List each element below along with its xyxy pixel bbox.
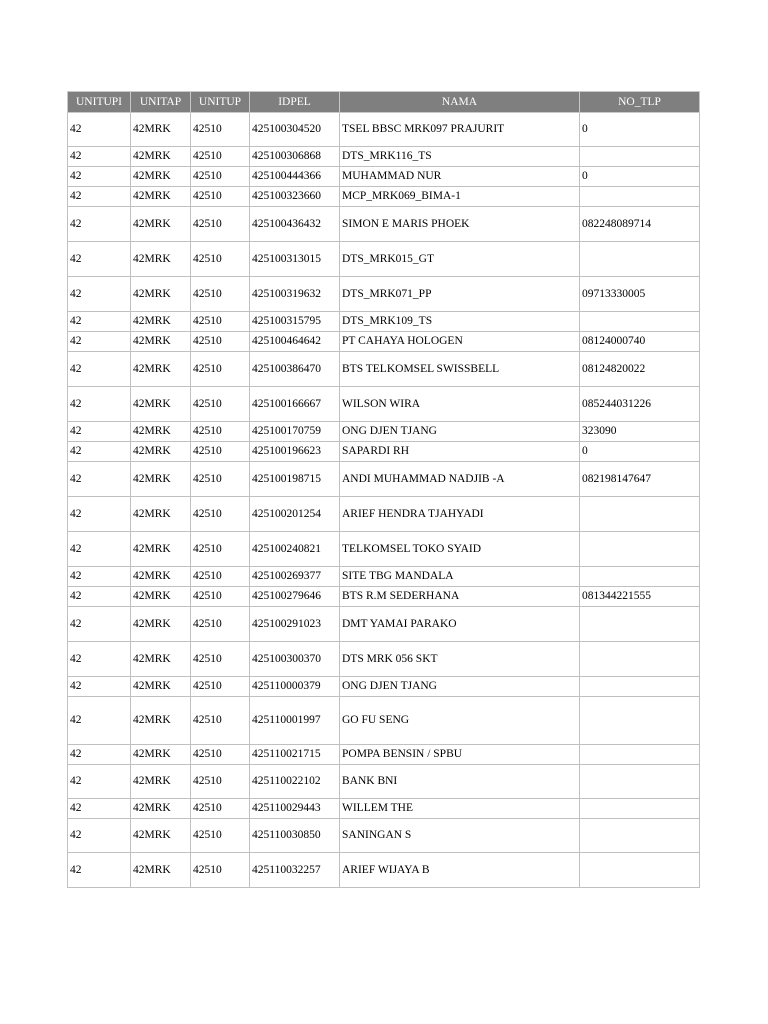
cell-nama: DTS MRK 056 SKT bbox=[340, 642, 580, 677]
cell-idpel: 425100196623 bbox=[250, 442, 340, 462]
cell-no-tlp bbox=[580, 187, 700, 207]
table-row bbox=[68, 697, 700, 745]
table-row bbox=[68, 587, 700, 607]
cell-unitupi: 42 bbox=[68, 819, 131, 853]
cell-idpel: 425110029443 bbox=[250, 799, 340, 819]
cell-nama: WILLEM THE bbox=[340, 799, 580, 819]
column-header-no-tlp: NO_TLP bbox=[580, 92, 700, 113]
cell-unitup: 42510 bbox=[191, 497, 250, 532]
cell-idpel: 425100300370 bbox=[250, 642, 340, 677]
cell-unitupi: 42 bbox=[68, 677, 131, 697]
table-row bbox=[68, 745, 700, 765]
cell-idpel: 425110001997 bbox=[250, 697, 340, 745]
cell-unitup: 42510 bbox=[191, 819, 250, 853]
cell-nama: SAPARDI RH bbox=[340, 442, 580, 462]
cell-unitupi: 42 bbox=[68, 745, 131, 765]
cell-unitup: 42510 bbox=[191, 387, 250, 422]
cell-nama: GO FU SENG bbox=[340, 697, 580, 745]
cell-unitupi: 42 bbox=[68, 187, 131, 207]
cell-no-tlp bbox=[580, 697, 700, 745]
cell-unitupi: 42 bbox=[68, 462, 131, 497]
cell-unitupi: 42 bbox=[68, 532, 131, 567]
cell-unitap: 42MRK bbox=[131, 819, 191, 853]
cell-nama: DTS_MRK116_TS bbox=[340, 147, 580, 167]
cell-idpel: 425110021715 bbox=[250, 745, 340, 765]
cell-no-tlp bbox=[580, 312, 700, 332]
cell-idpel: 425110032257 bbox=[250, 853, 340, 888]
cell-unitap: 42MRK bbox=[131, 697, 191, 745]
cell-nama: TSEL BBSC MRK097 PRAJURIT bbox=[340, 113, 580, 147]
cell-unitupi: 42 bbox=[68, 697, 131, 745]
cell-idpel: 425110030850 bbox=[250, 819, 340, 853]
table-row bbox=[68, 352, 700, 387]
cell-nama: PT CAHAYA HOLOGEN bbox=[340, 332, 580, 352]
cell-idpel: 425100269377 bbox=[250, 567, 340, 587]
cell-no-tlp: 0 bbox=[580, 442, 700, 462]
cell-unitupi: 42 bbox=[68, 332, 131, 352]
cell-idpel: 425100313015 bbox=[250, 242, 340, 277]
cell-nama: BTS R.M SEDERHANA bbox=[340, 587, 580, 607]
cell-no-tlp bbox=[580, 242, 700, 277]
cell-no-tlp bbox=[580, 853, 700, 888]
cell-idpel: 425100323660 bbox=[250, 187, 340, 207]
table-header bbox=[68, 92, 700, 113]
table-row bbox=[68, 765, 700, 799]
header-row bbox=[68, 92, 700, 113]
cell-idpel: 425100279646 bbox=[250, 587, 340, 607]
cell-idpel: 425100315795 bbox=[250, 312, 340, 332]
cell-unitup: 42510 bbox=[191, 277, 250, 312]
cell-no-tlp: 09713330005 bbox=[580, 277, 700, 312]
cell-no-tlp bbox=[580, 607, 700, 642]
cell-nama: DTS_MRK109_TS bbox=[340, 312, 580, 332]
cell-nama: ONG DJEN TJANG bbox=[340, 677, 580, 697]
cell-nama: MCP_MRK069_BIMA-1 bbox=[340, 187, 580, 207]
cell-unitupi: 42 bbox=[68, 442, 131, 462]
table-row bbox=[68, 799, 700, 819]
table-row bbox=[68, 567, 700, 587]
cell-unitup: 42510 bbox=[191, 147, 250, 167]
cell-no-tlp: 08124000740 bbox=[580, 332, 700, 352]
cell-unitap: 42MRK bbox=[131, 853, 191, 888]
cell-nama: MUHAMMAD NUR bbox=[340, 167, 580, 187]
cell-unitap: 42MRK bbox=[131, 642, 191, 677]
cell-unitup: 42510 bbox=[191, 167, 250, 187]
cell-no-tlp bbox=[580, 497, 700, 532]
cell-unitup: 42510 bbox=[191, 799, 250, 819]
cell-unitap: 42MRK bbox=[131, 607, 191, 642]
table-row bbox=[68, 277, 700, 312]
cell-no-tlp bbox=[580, 765, 700, 799]
cell-unitupi: 42 bbox=[68, 853, 131, 888]
cell-unitap: 42MRK bbox=[131, 242, 191, 277]
cell-no-tlp: 085244031226 bbox=[580, 387, 700, 422]
cell-unitup: 42510 bbox=[191, 113, 250, 147]
cell-unitap: 42MRK bbox=[131, 799, 191, 819]
table-row bbox=[68, 167, 700, 187]
cell-no-tlp bbox=[580, 147, 700, 167]
table-row bbox=[68, 642, 700, 677]
table-row bbox=[68, 113, 700, 147]
cell-no-tlp bbox=[580, 532, 700, 567]
cell-no-tlp bbox=[580, 819, 700, 853]
cell-unitup: 42510 bbox=[191, 332, 250, 352]
table-row bbox=[68, 332, 700, 352]
cell-nama: ARIEF WIJAYA B bbox=[340, 853, 580, 888]
cell-idpel: 425100436432 bbox=[250, 207, 340, 242]
table-row bbox=[68, 422, 700, 442]
cell-unitupi: 42 bbox=[68, 765, 131, 799]
cell-nama: WILSON WIRA bbox=[340, 387, 580, 422]
cell-unitupi: 42 bbox=[68, 277, 131, 312]
cell-nama: BTS TELKOMSEL SWISSBELL bbox=[340, 352, 580, 387]
cell-nama: DTS_MRK015_GT bbox=[340, 242, 580, 277]
cell-unitap: 42MRK bbox=[131, 113, 191, 147]
cell-unitap: 42MRK bbox=[131, 462, 191, 497]
table-body bbox=[68, 113, 700, 888]
cell-no-tlp bbox=[580, 567, 700, 587]
cell-idpel: 425100166667 bbox=[250, 387, 340, 422]
table-row bbox=[68, 387, 700, 422]
cell-unitap: 42MRK bbox=[131, 167, 191, 187]
cell-no-tlp: 082248089714 bbox=[580, 207, 700, 242]
cell-idpel: 425100304520 bbox=[250, 113, 340, 147]
cell-unitup: 42510 bbox=[191, 312, 250, 332]
cell-idpel: 425100306868 bbox=[250, 147, 340, 167]
cell-no-tlp: 081344221555 bbox=[580, 587, 700, 607]
cell-nama: SANINGAN S bbox=[340, 819, 580, 853]
cell-unitap: 42MRK bbox=[131, 587, 191, 607]
cell-unitupi: 42 bbox=[68, 799, 131, 819]
table-row bbox=[68, 497, 700, 532]
cell-unitupi: 42 bbox=[68, 587, 131, 607]
cell-nama: DMT YAMAI PARAKO bbox=[340, 607, 580, 642]
cell-unitupi: 42 bbox=[68, 242, 131, 277]
cell-idpel: 425100201254 bbox=[250, 497, 340, 532]
cell-unitap: 42MRK bbox=[131, 312, 191, 332]
cell-nama: SITE TBG MANDALA bbox=[340, 567, 580, 587]
cell-unitup: 42510 bbox=[191, 462, 250, 497]
customer-table-container bbox=[67, 91, 699, 888]
cell-unitap: 42MRK bbox=[131, 765, 191, 799]
cell-nama: DTS_MRK071_PP bbox=[340, 277, 580, 312]
table-row bbox=[68, 462, 700, 497]
cell-unitup: 42510 bbox=[191, 642, 250, 677]
cell-unitap: 42MRK bbox=[131, 532, 191, 567]
column-header-idpel: IDPEL bbox=[250, 92, 340, 113]
cell-no-tlp bbox=[580, 799, 700, 819]
cell-unitup: 42510 bbox=[191, 765, 250, 799]
cell-unitup: 42510 bbox=[191, 745, 250, 765]
cell-no-tlp: 08124820022 bbox=[580, 352, 700, 387]
cell-unitupi: 42 bbox=[68, 567, 131, 587]
cell-unitap: 42MRK bbox=[131, 422, 191, 442]
table-row bbox=[68, 147, 700, 167]
cell-unitupi: 42 bbox=[68, 497, 131, 532]
table-row bbox=[68, 819, 700, 853]
cell-unitap: 42MRK bbox=[131, 442, 191, 462]
cell-unitap: 42MRK bbox=[131, 277, 191, 312]
table-row bbox=[68, 207, 700, 242]
cell-unitup: 42510 bbox=[191, 567, 250, 587]
cell-idpel: 425100198715 bbox=[250, 462, 340, 497]
cell-unitup: 42510 bbox=[191, 187, 250, 207]
cell-unitupi: 42 bbox=[68, 147, 131, 167]
cell-unitupi: 42 bbox=[68, 312, 131, 332]
table-row bbox=[68, 607, 700, 642]
column-header-nama: NAMA bbox=[340, 92, 580, 113]
cell-idpel: 425100386470 bbox=[250, 352, 340, 387]
cell-unitupi: 42 bbox=[68, 387, 131, 422]
cell-unitup: 42510 bbox=[191, 853, 250, 888]
cell-idpel: 425100464642 bbox=[250, 332, 340, 352]
cell-unitap: 42MRK bbox=[131, 745, 191, 765]
cell-idpel: 425100170759 bbox=[250, 422, 340, 442]
cell-idpel: 425110022102 bbox=[250, 765, 340, 799]
cell-unitap: 42MRK bbox=[131, 567, 191, 587]
cell-unitup: 42510 bbox=[191, 532, 250, 567]
cell-unitupi: 42 bbox=[68, 607, 131, 642]
cell-unitup: 42510 bbox=[191, 242, 250, 277]
cell-unitup: 42510 bbox=[191, 607, 250, 642]
cell-unitap: 42MRK bbox=[131, 497, 191, 532]
cell-unitup: 42510 bbox=[191, 442, 250, 462]
cell-unitup: 42510 bbox=[191, 587, 250, 607]
cell-unitap: 42MRK bbox=[131, 147, 191, 167]
cell-idpel: 425100291023 bbox=[250, 607, 340, 642]
table-row bbox=[68, 312, 700, 332]
cell-no-tlp bbox=[580, 677, 700, 697]
table-row bbox=[68, 187, 700, 207]
cell-unitupi: 42 bbox=[68, 167, 131, 187]
cell-unitupi: 42 bbox=[68, 352, 131, 387]
customer-table bbox=[67, 91, 700, 888]
cell-idpel: 425100444366 bbox=[250, 167, 340, 187]
table-row bbox=[68, 677, 700, 697]
cell-nama: TELKOMSEL TOKO SYAID bbox=[340, 532, 580, 567]
cell-unitap: 42MRK bbox=[131, 387, 191, 422]
cell-unitap: 42MRK bbox=[131, 187, 191, 207]
cell-unitup: 42510 bbox=[191, 207, 250, 242]
cell-no-tlp: 082198147647 bbox=[580, 462, 700, 497]
cell-no-tlp bbox=[580, 642, 700, 677]
table-row bbox=[68, 853, 700, 888]
column-header-unitap: UNITAP bbox=[131, 92, 191, 113]
cell-nama: ANDI MUHAMMAD NADJIB -A bbox=[340, 462, 580, 497]
cell-unitupi: 42 bbox=[68, 642, 131, 677]
cell-unitap: 42MRK bbox=[131, 352, 191, 387]
cell-unitap: 42MRK bbox=[131, 332, 191, 352]
column-header-unitupi: UNITUPI bbox=[68, 92, 131, 113]
cell-unitup: 42510 bbox=[191, 677, 250, 697]
table-row bbox=[68, 442, 700, 462]
cell-idpel: 425100319632 bbox=[250, 277, 340, 312]
cell-unitap: 42MRK bbox=[131, 677, 191, 697]
cell-idpel: 425100240821 bbox=[250, 532, 340, 567]
cell-no-tlp: 0 bbox=[580, 167, 700, 187]
cell-unitupi: 42 bbox=[68, 207, 131, 242]
cell-unitupi: 42 bbox=[68, 422, 131, 442]
cell-unitup: 42510 bbox=[191, 352, 250, 387]
cell-nama: POMPA BENSIN / SPBU bbox=[340, 745, 580, 765]
table-row bbox=[68, 242, 700, 277]
column-header-unitup: UNITUP bbox=[191, 92, 250, 113]
cell-nama: BANK BNI bbox=[340, 765, 580, 799]
cell-no-tlp: 323090 bbox=[580, 422, 700, 442]
cell-unitap: 42MRK bbox=[131, 207, 191, 242]
cell-unitup: 42510 bbox=[191, 422, 250, 442]
cell-no-tlp: 0 bbox=[580, 113, 700, 147]
cell-unitup: 42510 bbox=[191, 697, 250, 745]
cell-no-tlp bbox=[580, 745, 700, 765]
cell-unitupi: 42 bbox=[68, 113, 131, 147]
table-row bbox=[68, 532, 700, 567]
cell-nama: ONG DJEN TJANG bbox=[340, 422, 580, 442]
cell-idpel: 425110000379 bbox=[250, 677, 340, 697]
cell-nama: SIMON E MARIS PHOEK bbox=[340, 207, 580, 242]
cell-nama: ARIEF HENDRA TJAHYADI bbox=[340, 497, 580, 532]
